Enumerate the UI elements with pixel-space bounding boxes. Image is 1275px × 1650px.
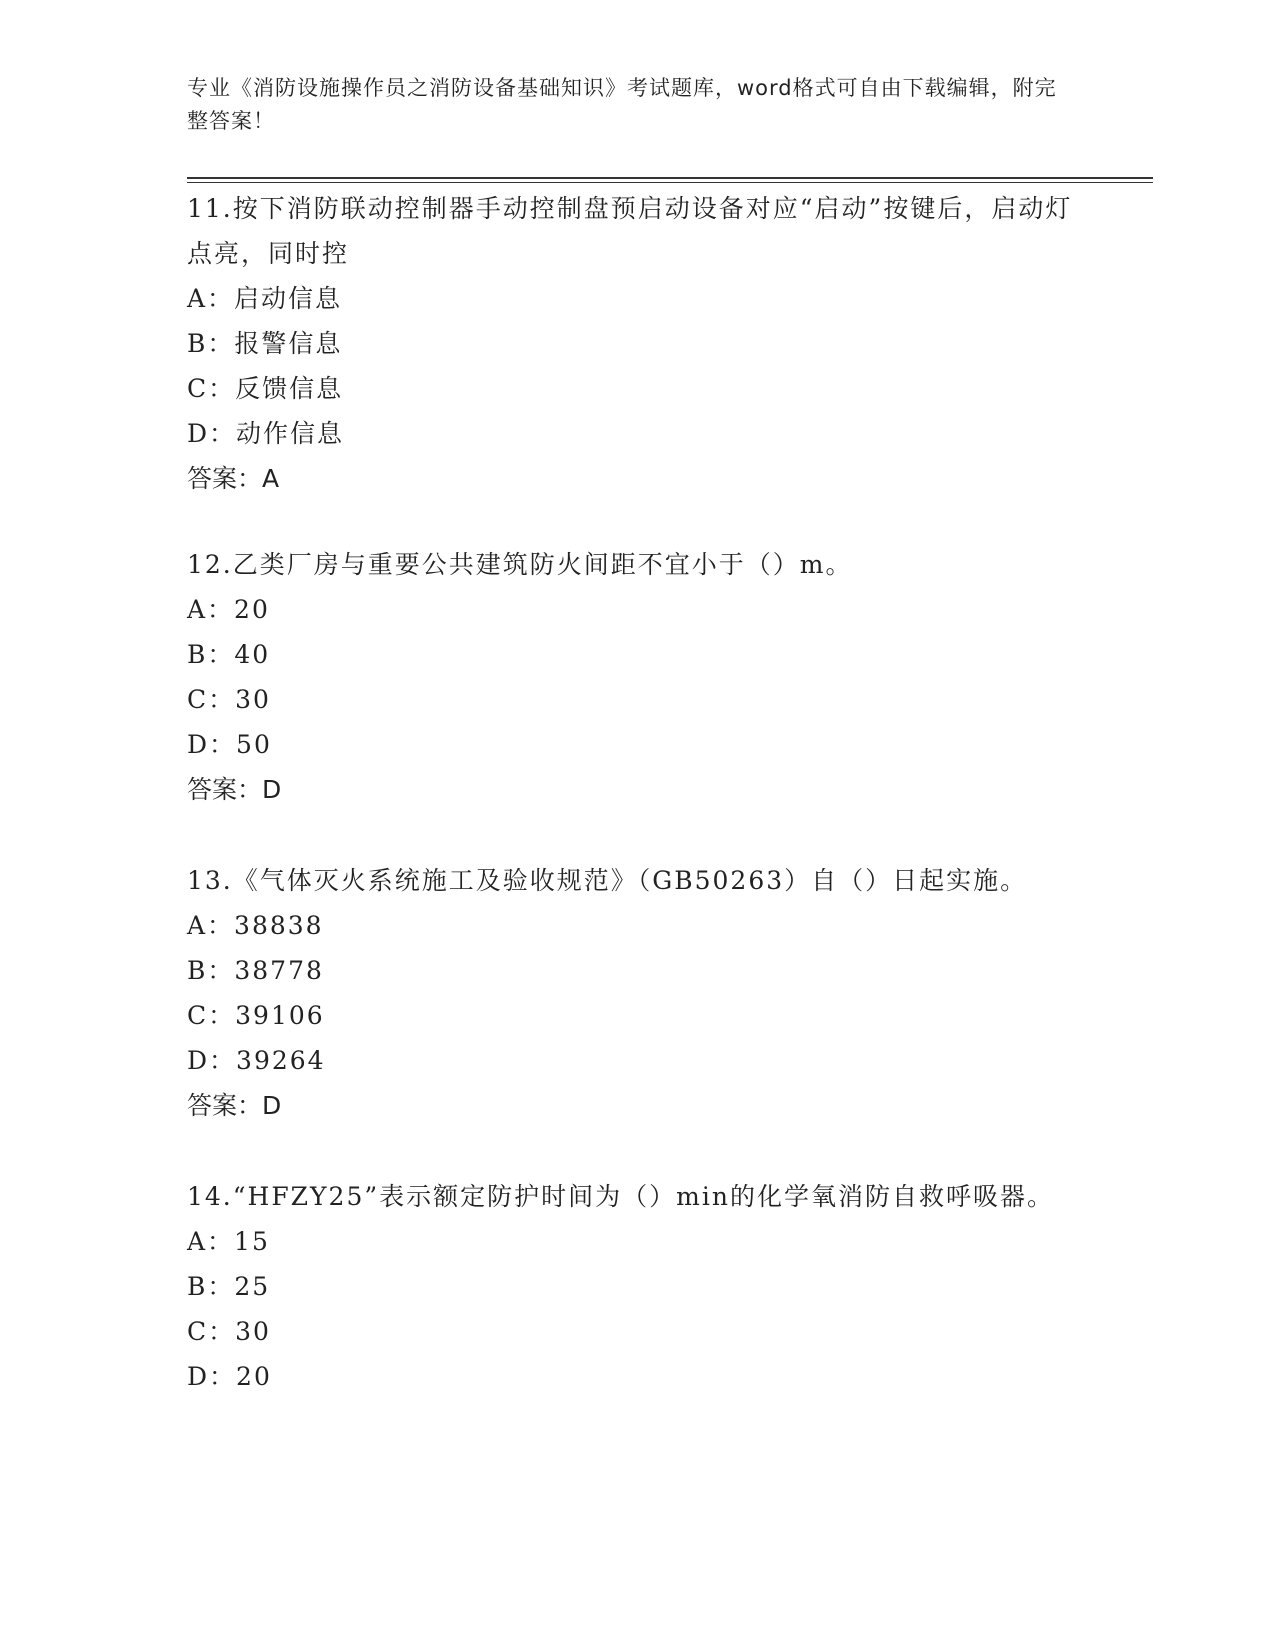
header-divider: [187, 177, 1153, 179]
question-stem: 14.“HFZY25”表示额定防护时间为（）min的化学氧消防自救呼吸器。: [187, 1182, 1054, 1211]
question-11: [187, 186, 1087, 501]
option-c: C：39106: [187, 1001, 325, 1030]
option-c: C：30: [187, 685, 271, 714]
option-b: B：38778: [187, 956, 324, 985]
document-header: 专业《消防设施操作员之消防设备基础知识》考试题库，word格式可自由下载编辑，附完整答案！: [187, 76, 1057, 133]
option-a: A：15: [187, 1227, 270, 1256]
option-c: C：30: [187, 1317, 271, 1346]
option-a: A：启动信息: [187, 284, 343, 313]
question-14: [187, 1174, 1087, 1399]
question-stem: 11.按下消防联动控制器手动控制盘预启动设备对应“启动”按键后，启动灯点亮，同时控: [187, 194, 1073, 268]
question-12: [187, 542, 1087, 812]
question-13: [187, 858, 1087, 1128]
option-d: D：39264: [187, 1046, 326, 1075]
answer: 答案：A: [187, 464, 280, 493]
option-d: D：动作信息: [187, 419, 345, 448]
option-d: D：50: [187, 730, 272, 759]
option-d: D：20: [187, 1362, 272, 1391]
option-b: B：40: [187, 640, 271, 669]
option-c: C：反馈信息: [187, 374, 344, 403]
answer: 答案：D: [187, 1091, 282, 1120]
header-divider-thin: [187, 182, 1153, 183]
answer: 答案：D: [187, 775, 282, 804]
option-a: A：38838: [187, 911, 324, 940]
option-b: B：报警信息: [187, 329, 343, 358]
option-b: B：25: [187, 1272, 271, 1301]
question-stem: 12.乙类厂房与重要公共建筑防火间距不宜小于（）m。: [187, 550, 853, 579]
question-stem: 13.《气体灭火系统施工及验收规范》（GB50263）自（）日起实施。: [187, 866, 1028, 895]
option-a: A：20: [187, 595, 270, 624]
